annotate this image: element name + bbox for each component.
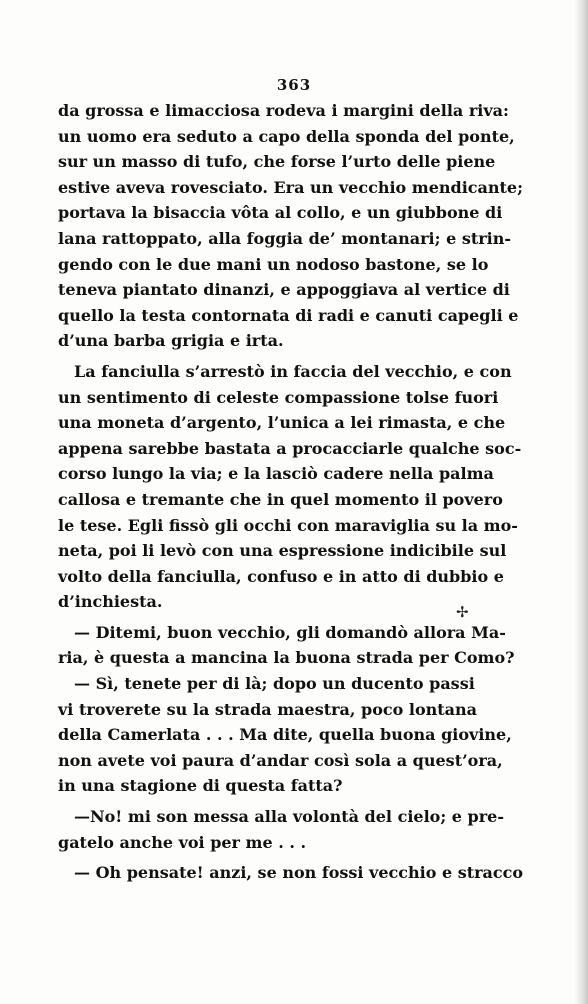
text-line: —No! mi son messa alla volontà del cielo; e pre-	[74, 807, 504, 827]
paragraph	[58, 620, 515, 671]
paragraph	[58, 804, 504, 855]
text-line: d’una barba grigia e irta.	[58, 331, 284, 351]
text-line: teneva piantato dinanzi, e appoggiava al vertice di	[58, 280, 510, 300]
ink-mark-icon: ✢	[456, 603, 469, 621]
text-line: non avete voi paura d’andar così sola a quest’ora,	[58, 750, 503, 770]
text-line: neta, poi li levò con una espressione indicibile sul	[58, 541, 507, 561]
paragraph	[58, 98, 524, 354]
text-line: appena sarebbe bastata a procacciarle qualche soc-	[58, 438, 522, 458]
text-line: ria, è questa a mancina la buona strada per Como?	[58, 648, 515, 668]
text-line: quello la testa contornata di radi e canuti capegli e	[58, 305, 519, 325]
text-line: lana rattoppato, alla foggia de’ montanari; e strin-	[58, 228, 512, 248]
text-line: estive aveva rovesciato. Era un vecchio mendicante;	[58, 177, 524, 197]
text-line: in una stagione di questa fatta?	[58, 776, 343, 796]
body-text	[58, 98, 524, 886]
text-line: callosa e tremante che in quel momento il povero	[58, 489, 503, 509]
text-line: da grossa e limacciosa rodeva i margini della riva:	[58, 101, 509, 120]
text-line: gendo con le due mani un nodoso bastone, se lo	[58, 254, 489, 274]
text-line: volto della fanciulla, confuso e in atto di dubbio e	[58, 566, 504, 586]
text-line: corso lungo la via; e la lasciò cadere nella palma	[58, 464, 494, 484]
text-line: — Ditemi, buon vecchio, gli domandò allora Ma-	[74, 622, 506, 642]
text-line: — Oh pensate! anzi, se non fossi vecchio e stracco	[74, 863, 524, 883]
paragraph	[58, 671, 512, 799]
text-line: le tese. Egli fissò gli occhi con maraviglia su la mo-	[58, 515, 518, 535]
text-line: un sentimento di celeste compassione tolse fuori	[58, 387, 499, 407]
text-line: un uomo era seduto a capo della sponda del ponte,	[58, 126, 515, 146]
text-line: sur un masso di tufo, che forse l’urto delle piene	[58, 152, 496, 172]
text-line: una moneta d’argento, l’unica a lei rimasta, e che	[58, 413, 506, 433]
text-line: La fanciulla s’arrestò in faccia del vecchio, e con	[74, 361, 512, 381]
text-line: gatelo anche voi per me . . .	[58, 832, 307, 852]
text-line: portava la bisaccia vôta al collo, e un giubbone di	[58, 203, 503, 223]
text-line: — Sì, tenete per di là; dopo un ducento passi	[74, 674, 475, 694]
paragraph	[58, 359, 522, 615]
text-line: della Camerlata . . . Ma dite, quella buona giovine,	[58, 725, 512, 745]
paragraph	[58, 860, 524, 886]
text-line: d’inchiesta.	[58, 592, 163, 612]
text-line: vi troverete su la strada maestra, poco lontana	[58, 699, 478, 719]
page-number: 363	[276, 76, 312, 94]
page-edge-shadow	[574, 0, 588, 1004]
